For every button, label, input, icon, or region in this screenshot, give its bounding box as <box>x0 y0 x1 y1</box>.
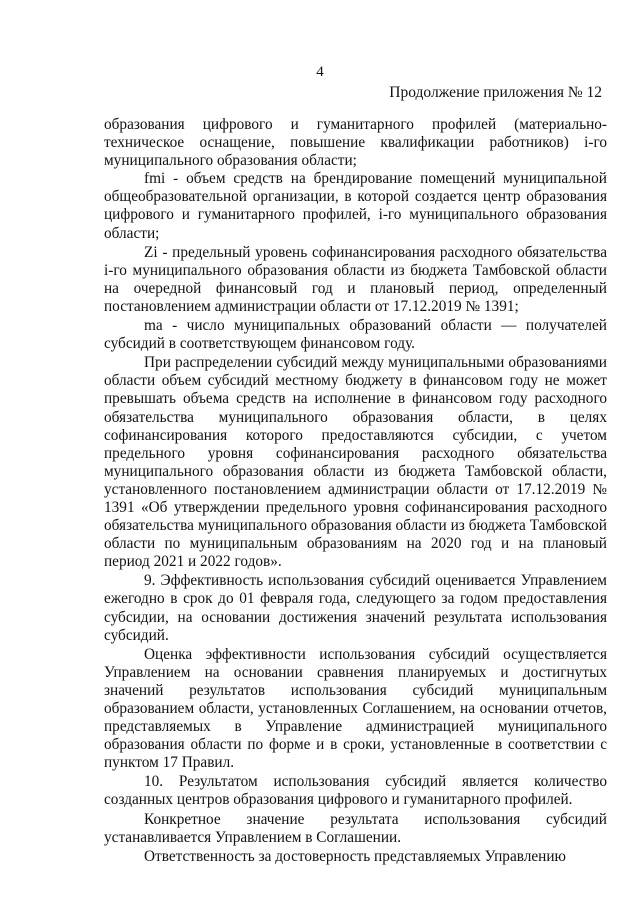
appendix-label: Продолжение приложения № 12 <box>389 84 602 101</box>
paragraph-4: mа - число муниципальных образований области — получателей субсидий в соответствующем финансовом году. <box>104 317 607 353</box>
paragraph-3: Zi - предельный уровень софинансирования расходного обязательства i-го муниципального образования области из бюджета Тамбовской области на очередной финансовый год и плановый период, определенный постановлением администрации области от 17.12.2019 № 1391; <box>104 243 607 315</box>
page-number: 4 <box>316 64 324 80</box>
paragraph-10: Ответственность за достоверность представляемых Управлению <box>144 847 566 865</box>
paragraph-1: образования цифрового и гуманитарного профилей (материально-техническое оснащение, повышение квалификации работников) i-го муниципального образования области; <box>104 116 607 170</box>
paragraph-7: Оценка эффективности использования субсидий осуществляется Управлением на основании сравнения планируемых и достигнутых значений результатов использования субсидий муниципальным образованием области, установленных Соглашением, на основании отчетов, представляемых в Управление администрацией муниципального образования области по форме и в сроки, установленные в соответствии с пунктом 17 Правил. <box>104 645 607 772</box>
paragraph-2: fmi - объем средств на брендирование помещений муниципальной общеобразовательной организации, в которой создается центр образования цифрового и гуманитарного профилей, i-го муниципального образования области; <box>104 170 607 242</box>
paragraph-8: 10. Результатом использования субсидий является количество созданных центров образования цифрового и гуманитарного профилей. <box>104 773 607 809</box>
paragraph-9: Конкретное значение результата использования субсидий устанавливается Управлением в Соглашении. <box>104 810 607 846</box>
document-body <box>104 116 607 866</box>
paragraph-5: При распределении субсидий между муниципальными образованиями области объем субсидий местному бюджету в финансовом году не может превышать объема средств на исполнение в финансовом году расходного обязательства муниципального образования области, в целях софинансирования которого предоставляются субсидии, с учетом предельного уровня софинансирования расходного обязательства муниципального образования области из бюджета Тамбовской области, установленного постановлением администрации области от 17.12.2019 № 1391 «Об утверждении предельного уровня софинансирования расходного обязательства муниципального образования области из бюджета Тамбовской области по муниципальным образованиям на 2020 год и на плановый период 2021 и 2022 годов». <box>104 354 607 571</box>
paragraph-6: 9. Эффективность использования субсидий оценивается Управлением ежегодно в срок до 01 февраля года, следующего за годом предоставления субсидии, на основании достижения значений результата использования субсидий. <box>104 572 607 644</box>
